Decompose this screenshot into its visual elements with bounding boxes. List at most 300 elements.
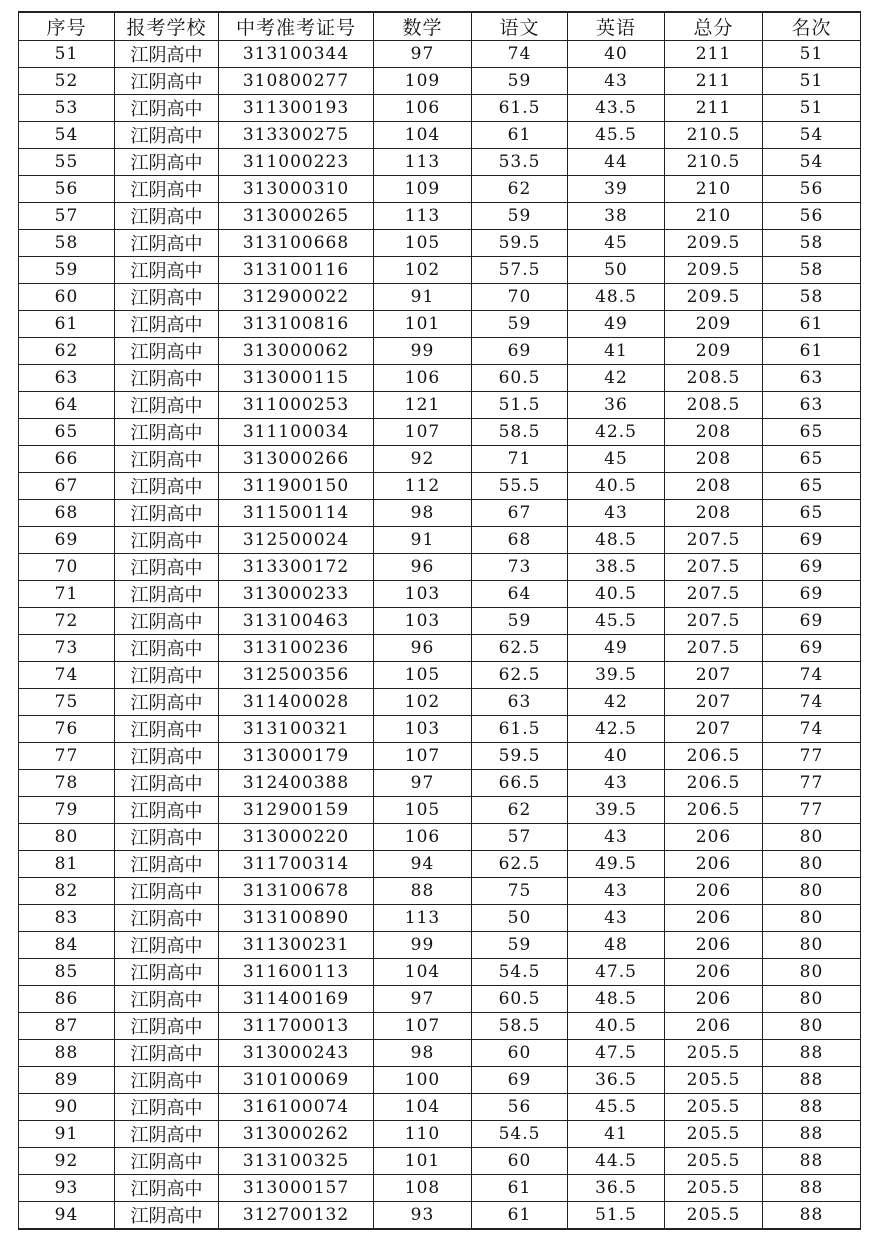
- cell-exam-id: 312500024: [219, 527, 374, 554]
- table-row: [19, 365, 861, 392]
- cell-school: 江阴高中: [115, 878, 219, 905]
- cell-chinese: 60.5: [472, 986, 568, 1013]
- cell-english: 43: [568, 878, 665, 905]
- cell-rank: 80: [763, 986, 861, 1013]
- table-header: [19, 12, 861, 41]
- cell-index: 69: [19, 527, 115, 554]
- cell-school: 江阴高中: [115, 149, 219, 176]
- cell-rank: 65: [763, 500, 861, 527]
- cell-exam-id: 313100668: [219, 230, 374, 257]
- cell-chinese: 58.5: [472, 1013, 568, 1040]
- cell-school: 江阴高中: [115, 581, 219, 608]
- cell-rank: 80: [763, 932, 861, 959]
- cell-math: 99: [374, 338, 472, 365]
- cell-index: 78: [19, 770, 115, 797]
- table-row: [19, 41, 861, 68]
- cell-total: 209.5: [665, 284, 763, 311]
- table-row: [19, 176, 861, 203]
- cell-math: 107: [374, 743, 472, 770]
- cell-total: 208: [665, 446, 763, 473]
- column-header-index: 序号: [19, 12, 115, 41]
- cell-index: 82: [19, 878, 115, 905]
- cell-math: 112: [374, 473, 472, 500]
- cell-index: 90: [19, 1094, 115, 1121]
- cell-index: 87: [19, 1013, 115, 1040]
- cell-exam-id: 311700314: [219, 851, 374, 878]
- cell-index: 73: [19, 635, 115, 662]
- cell-rank: 77: [763, 797, 861, 824]
- cell-math: 106: [374, 824, 472, 851]
- cell-math: 104: [374, 122, 472, 149]
- cell-rank: 65: [763, 419, 861, 446]
- cell-english: 49: [568, 311, 665, 338]
- cell-rank: 88: [763, 1148, 861, 1175]
- cell-rank: 63: [763, 392, 861, 419]
- cell-chinese: 59: [472, 203, 568, 230]
- cell-total: 207.5: [665, 527, 763, 554]
- table-row: [19, 500, 861, 527]
- cell-chinese: 59: [472, 932, 568, 959]
- cell-school: 江阴高中: [115, 1148, 219, 1175]
- cell-exam-id: 311400169: [219, 986, 374, 1013]
- cell-school: 江阴高中: [115, 419, 219, 446]
- cell-total: 207: [665, 689, 763, 716]
- cell-math: 91: [374, 284, 472, 311]
- table-row: [19, 608, 861, 635]
- cell-english: 47.5: [568, 959, 665, 986]
- cell-rank: 74: [763, 662, 861, 689]
- cell-math: 106: [374, 95, 472, 122]
- cell-english: 48.5: [568, 527, 665, 554]
- cell-total: 206.5: [665, 743, 763, 770]
- cell-chinese: 69: [472, 338, 568, 365]
- cell-total: 208: [665, 473, 763, 500]
- cell-chinese: 62.5: [472, 662, 568, 689]
- cell-rank: 61: [763, 338, 861, 365]
- cell-chinese: 64: [472, 581, 568, 608]
- cell-english: 43: [568, 770, 665, 797]
- cell-total: 206: [665, 824, 763, 851]
- cell-index: 58: [19, 230, 115, 257]
- cell-english: 45.5: [568, 608, 665, 635]
- cell-math: 98: [374, 1040, 472, 1067]
- cell-rank: 80: [763, 959, 861, 986]
- table-row: [19, 527, 861, 554]
- cell-total: 211: [665, 41, 763, 68]
- table-body: [19, 41, 861, 1230]
- cell-rank: 80: [763, 824, 861, 851]
- table-row: [19, 1094, 861, 1121]
- cell-index: 70: [19, 554, 115, 581]
- table-row: [19, 716, 861, 743]
- table-row: [19, 1148, 861, 1175]
- cell-total: 205.5: [665, 1094, 763, 1121]
- table-row: [19, 581, 861, 608]
- cell-math: 97: [374, 41, 472, 68]
- table-row: [19, 473, 861, 500]
- cell-chinese: 61: [472, 122, 568, 149]
- cell-school: 江阴高中: [115, 1094, 219, 1121]
- cell-english: 45: [568, 230, 665, 257]
- cell-english: 40: [568, 41, 665, 68]
- cell-math: 104: [374, 959, 472, 986]
- cell-index: 51: [19, 41, 115, 68]
- cell-exam-id: 311600113: [219, 959, 374, 986]
- cell-chinese: 54.5: [472, 959, 568, 986]
- cell-english: 42.5: [568, 716, 665, 743]
- table-row: [19, 986, 861, 1013]
- cell-exam-id: 313000179: [219, 743, 374, 770]
- cell-rank: 77: [763, 743, 861, 770]
- table-row: [19, 1202, 861, 1230]
- cell-rank: 88: [763, 1175, 861, 1202]
- cell-index: 68: [19, 500, 115, 527]
- cell-rank: 88: [763, 1202, 861, 1230]
- cell-rank: 63: [763, 365, 861, 392]
- cell-english: 40: [568, 743, 665, 770]
- cell-total: 210: [665, 203, 763, 230]
- header-row: [19, 12, 861, 41]
- cell-rank: 77: [763, 770, 861, 797]
- cell-rank: 88: [763, 1121, 861, 1148]
- cell-chinese: 53.5: [472, 149, 568, 176]
- cell-math: 102: [374, 257, 472, 284]
- cell-index: 94: [19, 1202, 115, 1230]
- cell-rank: 80: [763, 1013, 861, 1040]
- cell-chinese: 51.5: [472, 392, 568, 419]
- cell-school: 江阴高中: [115, 284, 219, 311]
- cell-english: 45.5: [568, 122, 665, 149]
- cell-english: 44.5: [568, 1148, 665, 1175]
- cell-math: 98: [374, 500, 472, 527]
- cell-exam-id: 313000243: [219, 1040, 374, 1067]
- cell-total: 209.5: [665, 230, 763, 257]
- cell-math: 97: [374, 770, 472, 797]
- cell-rank: 74: [763, 689, 861, 716]
- table-row: [19, 878, 861, 905]
- cell-math: 113: [374, 905, 472, 932]
- cell-index: 72: [19, 608, 115, 635]
- cell-chinese: 61.5: [472, 716, 568, 743]
- cell-english: 43.5: [568, 95, 665, 122]
- cell-school: 江阴高中: [115, 527, 219, 554]
- cell-school: 江阴高中: [115, 1202, 219, 1230]
- cell-total: 206: [665, 878, 763, 905]
- cell-chinese: 74: [472, 41, 568, 68]
- cell-english: 39.5: [568, 662, 665, 689]
- cell-chinese: 62: [472, 797, 568, 824]
- score-sheet: [18, 11, 860, 1230]
- cell-english: 42: [568, 689, 665, 716]
- cell-english: 48: [568, 932, 665, 959]
- cell-school: 江阴高中: [115, 1121, 219, 1148]
- cell-school: 江阴高中: [115, 905, 219, 932]
- cell-english: 36.5: [568, 1067, 665, 1094]
- cell-exam-id: 311000223: [219, 149, 374, 176]
- cell-school: 江阴高中: [115, 230, 219, 257]
- cell-school: 江阴高中: [115, 338, 219, 365]
- cell-rank: 88: [763, 1067, 861, 1094]
- cell-exam-id: 313100463: [219, 608, 374, 635]
- cell-english: 43: [568, 824, 665, 851]
- cell-exam-id: 313000262: [219, 1121, 374, 1148]
- cell-english: 49: [568, 635, 665, 662]
- cell-total: 209: [665, 311, 763, 338]
- cell-exam-id: 313100816: [219, 311, 374, 338]
- cell-index: 88: [19, 1040, 115, 1067]
- cell-exam-id: 313000310: [219, 176, 374, 203]
- cell-english: 51.5: [568, 1202, 665, 1230]
- cell-school: 江阴高中: [115, 68, 219, 95]
- table-row: [19, 95, 861, 122]
- cell-exam-id: 313100325: [219, 1148, 374, 1175]
- table-row: [19, 203, 861, 230]
- cell-school: 江阴高中: [115, 824, 219, 851]
- cell-index: 77: [19, 743, 115, 770]
- cell-school: 江阴高中: [115, 635, 219, 662]
- cell-math: 101: [374, 311, 472, 338]
- cell-school: 江阴高中: [115, 176, 219, 203]
- cell-total: 206: [665, 959, 763, 986]
- cell-index: 74: [19, 662, 115, 689]
- cell-total: 208: [665, 500, 763, 527]
- cell-math: 94: [374, 851, 472, 878]
- cell-rank: 51: [763, 68, 861, 95]
- cell-exam-id: 313000233: [219, 581, 374, 608]
- cell-rank: 54: [763, 149, 861, 176]
- cell-total: 207.5: [665, 581, 763, 608]
- table-row: [19, 446, 861, 473]
- cell-math: 91: [374, 527, 472, 554]
- table-row: [19, 797, 861, 824]
- cell-index: 67: [19, 473, 115, 500]
- cell-exam-id: 311100034: [219, 419, 374, 446]
- cell-exam-id: 311700013: [219, 1013, 374, 1040]
- cell-school: 江阴高中: [115, 365, 219, 392]
- cell-math: 109: [374, 68, 472, 95]
- cell-exam-id: 311300231: [219, 932, 374, 959]
- table-row: [19, 1175, 861, 1202]
- cell-index: 81: [19, 851, 115, 878]
- cell-english: 36: [568, 392, 665, 419]
- cell-exam-id: 311000253: [219, 392, 374, 419]
- cell-rank: 74: [763, 716, 861, 743]
- cell-index: 64: [19, 392, 115, 419]
- cell-chinese: 59: [472, 68, 568, 95]
- cell-english: 48.5: [568, 284, 665, 311]
- cell-school: 江阴高中: [115, 1040, 219, 1067]
- cell-index: 56: [19, 176, 115, 203]
- cell-school: 江阴高中: [115, 689, 219, 716]
- table-row: [19, 1013, 861, 1040]
- table-row: [19, 230, 861, 257]
- cell-school: 江阴高中: [115, 554, 219, 581]
- cell-english: 42: [568, 365, 665, 392]
- table-row: [19, 662, 861, 689]
- table-row: [19, 554, 861, 581]
- cell-exam-id: 313300172: [219, 554, 374, 581]
- cell-school: 江阴高中: [115, 743, 219, 770]
- cell-exam-id: 313000266: [219, 446, 374, 473]
- cell-english: 45.5: [568, 1094, 665, 1121]
- cell-index: 53: [19, 95, 115, 122]
- cell-index: 62: [19, 338, 115, 365]
- cell-school: 江阴高中: [115, 770, 219, 797]
- cell-english: 38: [568, 203, 665, 230]
- cell-total: 205.5: [665, 1175, 763, 1202]
- cell-english: 41: [568, 338, 665, 365]
- cell-math: 113: [374, 149, 472, 176]
- cell-rank: 58: [763, 230, 861, 257]
- cell-exam-id: 312400388: [219, 770, 374, 797]
- cell-english: 42.5: [568, 419, 665, 446]
- cell-school: 江阴高中: [115, 473, 219, 500]
- cell-chinese: 71: [472, 446, 568, 473]
- cell-chinese: 61: [472, 1202, 568, 1230]
- column-header-school: 报考学校: [115, 12, 219, 41]
- cell-school: 江阴高中: [115, 986, 219, 1013]
- cell-math: 99: [374, 932, 472, 959]
- table-row: [19, 824, 861, 851]
- cell-chinese: 59: [472, 311, 568, 338]
- cell-school: 江阴高中: [115, 662, 219, 689]
- cell-school: 江阴高中: [115, 1013, 219, 1040]
- cell-chinese: 75: [472, 878, 568, 905]
- cell-rank: 80: [763, 905, 861, 932]
- cell-chinese: 73: [472, 554, 568, 581]
- table-row: [19, 68, 861, 95]
- cell-index: 66: [19, 446, 115, 473]
- cell-index: 76: [19, 716, 115, 743]
- cell-math: 92: [374, 446, 472, 473]
- cell-math: 108: [374, 1175, 472, 1202]
- cell-total: 211: [665, 68, 763, 95]
- cell-english: 45: [568, 446, 665, 473]
- cell-total: 206.5: [665, 770, 763, 797]
- cell-exam-id: 311300193: [219, 95, 374, 122]
- cell-english: 44: [568, 149, 665, 176]
- table-row: [19, 284, 861, 311]
- cell-total: 206: [665, 986, 763, 1013]
- cell-rank: 51: [763, 41, 861, 68]
- cell-index: 83: [19, 905, 115, 932]
- cell-rank: 61: [763, 311, 861, 338]
- cell-rank: 51: [763, 95, 861, 122]
- cell-index: 92: [19, 1148, 115, 1175]
- cell-index: 85: [19, 959, 115, 986]
- cell-math: 110: [374, 1121, 472, 1148]
- cell-english: 49.5: [568, 851, 665, 878]
- cell-exam-id: 312500356: [219, 662, 374, 689]
- cell-rank: 58: [763, 257, 861, 284]
- cell-chinese: 54.5: [472, 1121, 568, 1148]
- cell-total: 207.5: [665, 608, 763, 635]
- cell-total: 205.5: [665, 1121, 763, 1148]
- cell-math: 121: [374, 392, 472, 419]
- cell-english: 40.5: [568, 1013, 665, 1040]
- table-row: [19, 122, 861, 149]
- cell-rank: 54: [763, 122, 861, 149]
- cell-chinese: 57.5: [472, 257, 568, 284]
- cell-exam-id: 310100069: [219, 1067, 374, 1094]
- cell-english: 39: [568, 176, 665, 203]
- cell-math: 103: [374, 581, 472, 608]
- cell-school: 江阴高中: [115, 959, 219, 986]
- cell-index: 55: [19, 149, 115, 176]
- cell-index: 61: [19, 311, 115, 338]
- cell-math: 102: [374, 689, 472, 716]
- column-header-total: 总分: [665, 12, 763, 41]
- cell-school: 江阴高中: [115, 122, 219, 149]
- cell-english: 38.5: [568, 554, 665, 581]
- cell-exam-id: 313100321: [219, 716, 374, 743]
- cell-school: 江阴高中: [115, 500, 219, 527]
- cell-chinese: 59.5: [472, 743, 568, 770]
- cell-exam-id: 313100344: [219, 41, 374, 68]
- cell-index: 80: [19, 824, 115, 851]
- table-row: [19, 743, 861, 770]
- table-row: [19, 392, 861, 419]
- cell-math: 96: [374, 635, 472, 662]
- cell-index: 84: [19, 932, 115, 959]
- cell-exam-id: 310800277: [219, 68, 374, 95]
- cell-total: 207.5: [665, 635, 763, 662]
- cell-rank: 56: [763, 176, 861, 203]
- cell-exam-id: 313000157: [219, 1175, 374, 1202]
- cell-index: 63: [19, 365, 115, 392]
- cell-chinese: 63: [472, 689, 568, 716]
- cell-total: 208: [665, 419, 763, 446]
- cell-math: 96: [374, 554, 472, 581]
- cell-exam-id: 313100890: [219, 905, 374, 932]
- cell-index: 65: [19, 419, 115, 446]
- cell-exam-id: 313000062: [219, 338, 374, 365]
- cell-school: 江阴高中: [115, 932, 219, 959]
- cell-exam-id: 313100116: [219, 257, 374, 284]
- cell-total: 205.5: [665, 1040, 763, 1067]
- cell-chinese: 59: [472, 608, 568, 635]
- cell-school: 江阴高中: [115, 716, 219, 743]
- cell-exam-id: 313100678: [219, 878, 374, 905]
- cell-chinese: 67: [472, 500, 568, 527]
- cell-index: 91: [19, 1121, 115, 1148]
- table-row: [19, 689, 861, 716]
- cell-total: 205.5: [665, 1148, 763, 1175]
- cell-total: 210: [665, 176, 763, 203]
- table-row: [19, 851, 861, 878]
- cell-math: 104: [374, 1094, 472, 1121]
- cell-total: 206: [665, 1013, 763, 1040]
- cell-chinese: 60: [472, 1040, 568, 1067]
- cell-index: 59: [19, 257, 115, 284]
- cell-rank: 58: [763, 284, 861, 311]
- cell-exam-id: 312900022: [219, 284, 374, 311]
- table-row: [19, 635, 861, 662]
- cell-total: 210.5: [665, 149, 763, 176]
- table-row: [19, 311, 861, 338]
- cell-math: 101: [374, 1148, 472, 1175]
- cell-math: 88: [374, 878, 472, 905]
- cell-english: 36.5: [568, 1175, 665, 1202]
- cell-english: 43: [568, 905, 665, 932]
- cell-total: 210.5: [665, 122, 763, 149]
- cell-total: 206.5: [665, 797, 763, 824]
- cell-school: 江阴高中: [115, 203, 219, 230]
- cell-exam-id: 313000220: [219, 824, 374, 851]
- cell-english: 43: [568, 68, 665, 95]
- cell-chinese: 56: [472, 1094, 568, 1121]
- column-header-rank: 名次: [763, 12, 861, 41]
